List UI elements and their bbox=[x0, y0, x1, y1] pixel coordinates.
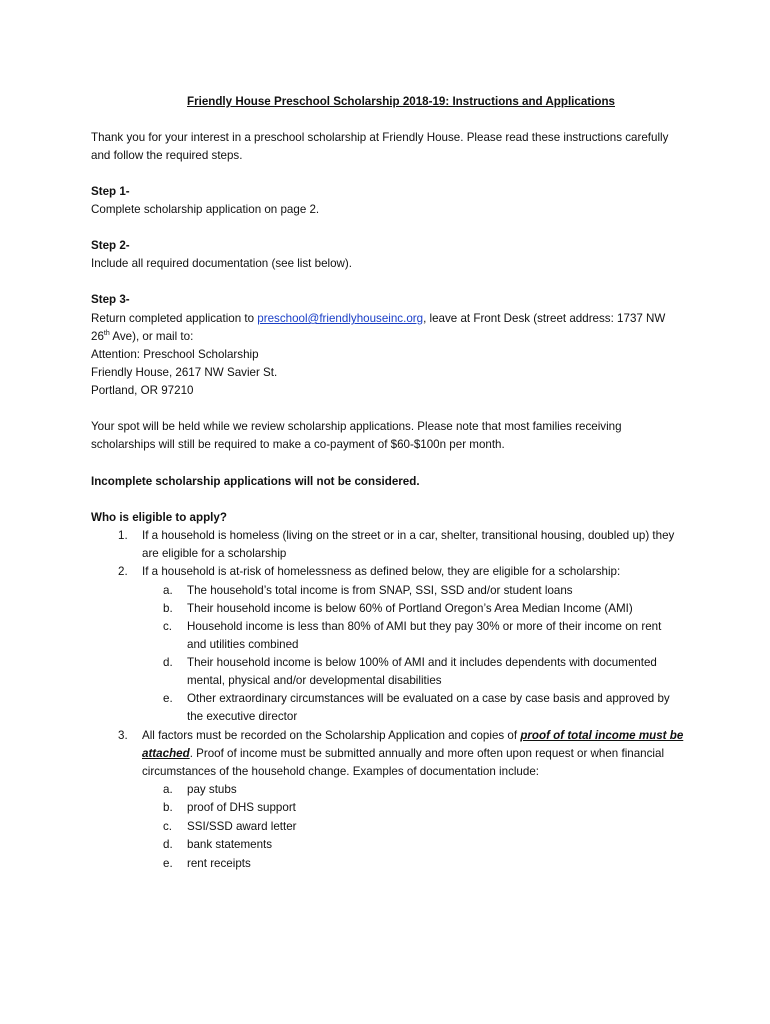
ordinal-suffix: th bbox=[103, 330, 110, 338]
step3-heading: Step 3- bbox=[91, 293, 130, 306]
doc-item-pay-stubs: pay stubs bbox=[187, 783, 237, 796]
list-number-2: 2. bbox=[118, 565, 128, 578]
sub-item-a: The household’s total income is from SNAP, SSI, SSD and/or student loans bbox=[187, 584, 573, 597]
eligibility-heading: Who is eligible to apply? bbox=[91, 511, 227, 524]
item2-text: If a household is at-risk of homelessness as defined below, they are eligible for a scholarship: bbox=[142, 565, 621, 578]
item3-line-2 bbox=[142, 747, 664, 761]
step3-line-1-prefix: Return completed application to bbox=[91, 312, 258, 325]
step3-line-2-rest: Ave), or mail to: bbox=[109, 330, 194, 343]
doc-letter-b: b. bbox=[163, 801, 173, 814]
sub-letter-a: a. bbox=[163, 584, 173, 597]
sub-letter-d: d. bbox=[163, 656, 173, 669]
item1-line-1: If a household is homeless (living on the street or in a car, shelter, transitional housing, doubled up) they bbox=[142, 529, 675, 542]
sub-letter-c: c. bbox=[163, 620, 173, 633]
attached-emphasis: attached bbox=[142, 747, 190, 760]
doc-letter-c: c. bbox=[163, 820, 173, 833]
incomplete-notice: Incomplete scholarship applications will not be considered. bbox=[91, 475, 420, 488]
doc-item-bank-statements: bank statements bbox=[187, 838, 273, 851]
list-number-1: 1. bbox=[118, 529, 128, 542]
doc-letter-d: d. bbox=[163, 838, 173, 851]
item3-line-1-text: All factors must be recorded on the Scholarship Application and copies of bbox=[142, 729, 521, 742]
list-number-3: 3. bbox=[118, 729, 128, 742]
doc-item-dhs-support: proof of DHS support bbox=[187, 801, 296, 814]
item3-line-1 bbox=[142, 729, 683, 743]
income-proof-emphasis: proof of total income must be bbox=[520, 729, 684, 742]
doc-letter-a: a. bbox=[163, 783, 173, 796]
item3-line-3: circumstances of the household change. Examples of documentation include: bbox=[142, 765, 540, 778]
sub-letter-b: b. bbox=[163, 602, 173, 615]
address-line-1: Attention: Preschool Scholarship bbox=[91, 348, 259, 361]
page-title: Friendly House Preschool Scholarship 2018-19: Instructions and Applications bbox=[187, 95, 615, 108]
sub-item-d-line-1: Their household income is below 100% of AMI and it includes dependents with documented bbox=[187, 656, 657, 669]
doc-item-award-letter: SSI/SSD award letter bbox=[187, 820, 297, 833]
intro-line-1: Thank you for your interest in a preschool scholarship at Friendly House. Please read these instructions carefully bbox=[91, 131, 669, 144]
sub-item-c-line-2: and utilities combined bbox=[187, 638, 299, 651]
step3-line-1-suffix: , leave at Front Desk (street address: 1737 NW bbox=[423, 312, 666, 325]
email-link[interactable]: preschool@friendlyhouseinc.org bbox=[257, 312, 424, 325]
address-line-3: Portland, OR 97210 bbox=[91, 384, 194, 397]
spot-line-2: scholarships will still be required to make a co-payment of $60-$100n per month. bbox=[91, 438, 505, 451]
step1-text: Complete scholarship application on page 2. bbox=[91, 203, 320, 216]
spot-line-1: Your spot will be held while we review scholarship applications. Please note that most families receiving bbox=[91, 420, 622, 433]
address-line-2: Friendly House, 2617 NW Savier St. bbox=[91, 366, 278, 379]
item3-line-2-text: . Proof of income must be submitted annually and more often upon request or when financial bbox=[189, 747, 665, 760]
doc-letter-e: e. bbox=[163, 857, 173, 870]
step2-text: Include all required documentation (see list below). bbox=[91, 257, 353, 270]
doc-item-rent-receipts: rent receipts bbox=[187, 857, 251, 870]
sub-item-b: Their household income is below 60% of Portland Oregon’s Area Median Income (AMI) bbox=[187, 602, 633, 615]
sub-letter-e: e. bbox=[163, 692, 173, 705]
step1-heading: Step 1- bbox=[91, 185, 130, 198]
street-number: 26 bbox=[91, 330, 104, 343]
item1-line-2: are eligible for a scholarship bbox=[142, 547, 287, 560]
sub-item-e-line-2: the executive director bbox=[187, 710, 298, 723]
sub-item-c-line-1: Household income is less than 80% of AMI but they pay 30% or more of their income on rent bbox=[187, 620, 662, 633]
step3-line-2 bbox=[91, 330, 193, 344]
sub-item-d-line-2: mental, physical and/or developmental disabilities bbox=[187, 674, 442, 687]
step3-line-1 bbox=[91, 312, 665, 326]
intro-line-2: and follow the required steps. bbox=[91, 149, 243, 162]
sub-item-e-line-1: Other extraordinary circumstances will be evaluated on a case by case basis and approved by bbox=[187, 692, 670, 705]
step2-heading: Step 2- bbox=[91, 239, 130, 252]
